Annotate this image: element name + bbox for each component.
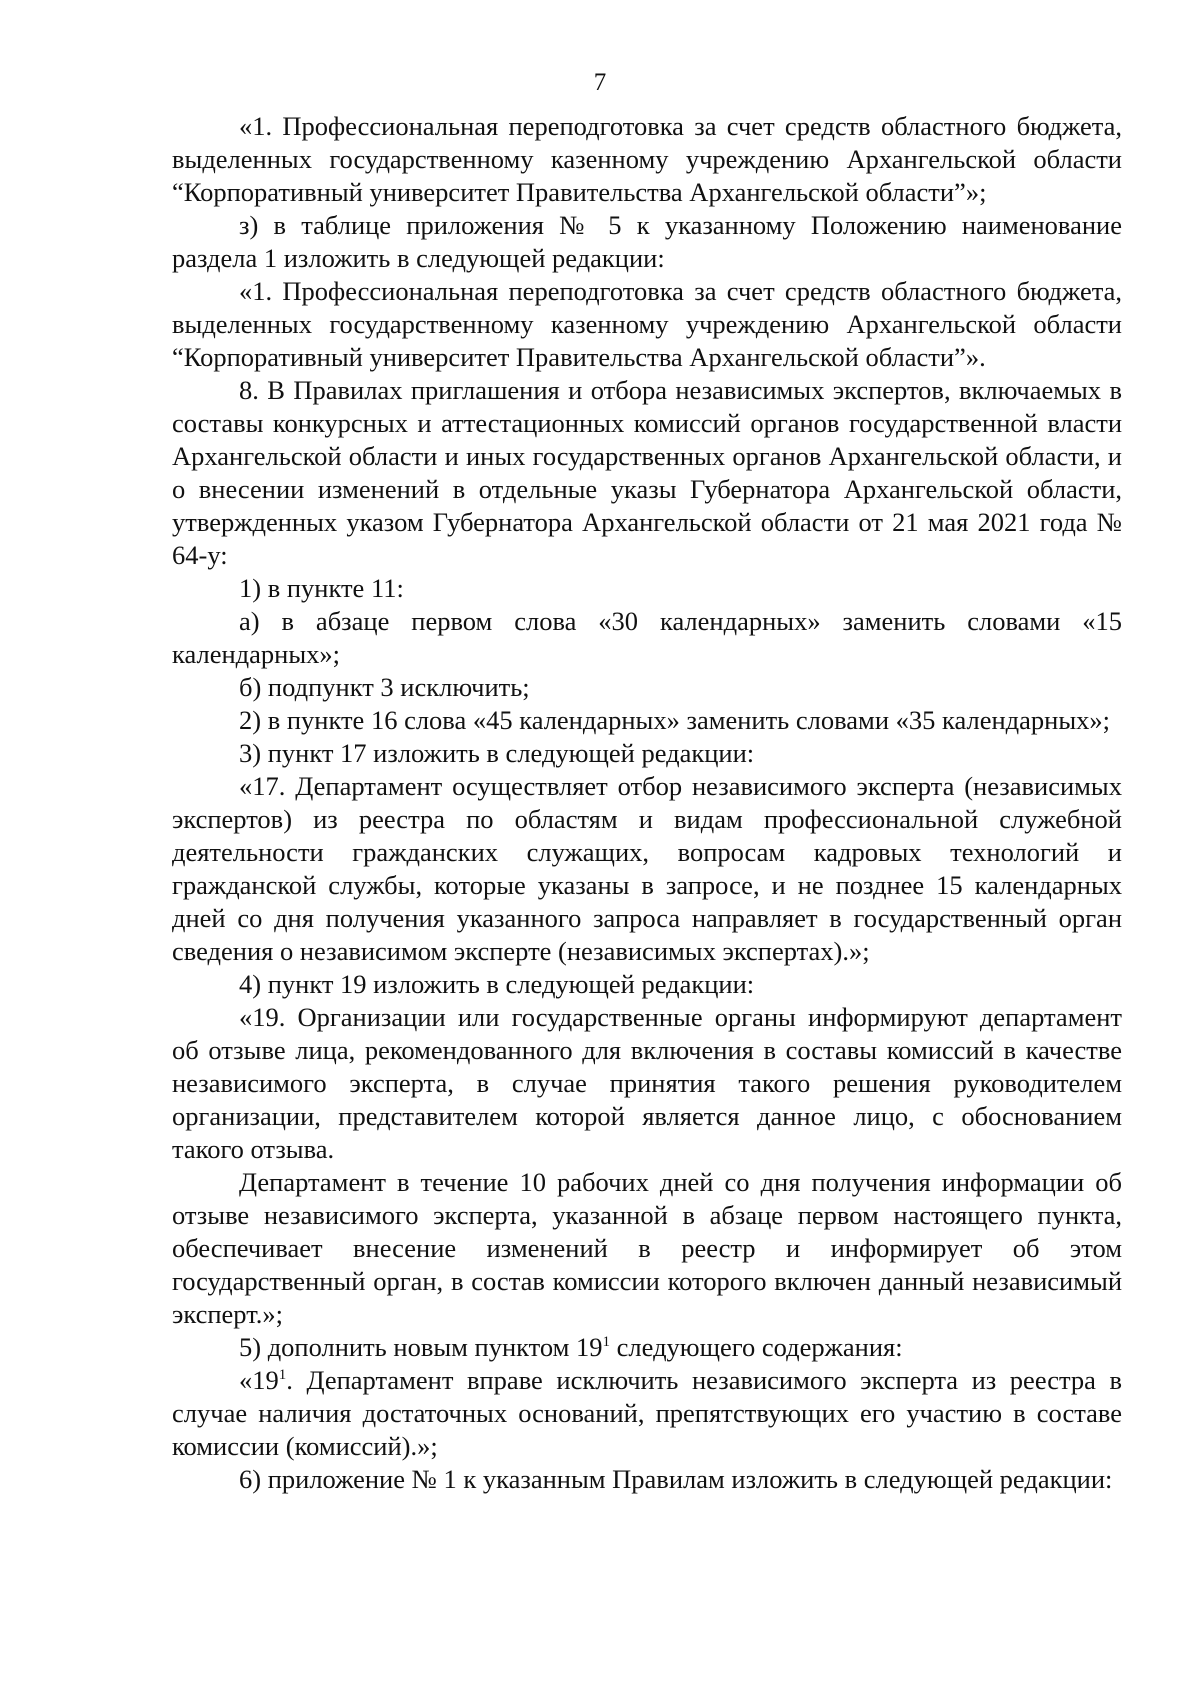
paragraph-point-17: «17. Департамент осуществляет отбор независимого эксперта (независимых экспертов) из реестра по областям и видам профессиональной служебной деятельности гражданских служащих, вопросам кадровых технологий и гражданской службы, которые указаны в запросе, и не позднее 15 календарных дней со дня получения указанного запроса направляет в государственный орган сведения о независимом эксперте (независимых экспертах).»; xyxy=(172,771,1122,966)
subitem-5-text-end: следующего содержания: xyxy=(610,1332,903,1362)
subitem-5-text: 5) дополнить новым пунктом 19 xyxy=(239,1332,603,1362)
paragraph-subitem-1a: а) в абзаце первом слова «30 календарных» заменить словами «15 календарных»; xyxy=(172,606,1122,669)
paragraph-subitem-4: 4) пункт 19 изложить в следующей редакции: xyxy=(239,969,755,999)
superscript-1: 1 xyxy=(602,1334,611,1350)
paragraph-quote-section-1-a: «1. Профессиональная переподготовка за счет средств областного бюджета, выделенных государственному казенному учреждению Архангельской области “Корпоративный университет Правительства Архангельской области”»; xyxy=(172,111,1122,207)
paragraph-subitem-6: 6) приложение № 1 к указанным Правилам изложить в следующей редакции: xyxy=(239,1464,1113,1494)
paragraph-point-19: «19. Организации или государственные органы информируют департамент об отзыве лица, рекомендованного для включения в составы комиссий в качестве независимого эксперта, в случае принятия такого решения руководителем организации, представителем которой является данное лицо, с обоснованием такого отзыва. xyxy=(172,1002,1122,1164)
paragraph-subitem-1: 1) в пункте 11: xyxy=(239,573,404,603)
point-19-1-number: «19 xyxy=(239,1365,279,1395)
paragraph-subitem-2: 2) в пункте 16 слова «45 календарных» заменить словами «35 календарных»; xyxy=(239,705,1110,735)
paragraph-item-z: з) в таблице приложения № 5 к указанному Положению наименование раздела 1 изложить в следующей редакции: xyxy=(172,210,1122,273)
document-body xyxy=(172,110,1122,1496)
paragraph-department-notice: Департамент в течение 10 рабочих дней со дня получения информации об отзыве независимого эксперта, указанной в абзаце первом настоящего пункта, обеспечивает внесение изменений в реестр и информирует об этом государственный орган, в состав комиссии которого включен данный независимый эксперт.»; xyxy=(172,1167,1122,1329)
point-19-1-text: . Департамент вправе исключить независимого эксперта из реестра в случае наличия достаточных оснований, препятствующих его участию в составе комиссии (комиссий).»; xyxy=(172,1365,1122,1461)
paragraph-point-19-1 xyxy=(172,1364,1122,1463)
page-number: 7 xyxy=(593,69,607,96)
paragraph-quote-section-1-b: «1. Профессиональная переподготовка за счет средств областного бюджета, выделенных государственному казенному учреждению Архангельской области “Корпоративный университет Правительства Архангельской области”». xyxy=(172,276,1122,372)
paragraph-subitem-5 xyxy=(172,1331,1122,1364)
paragraph-subitem-1b: б) подпункт 3 исключить; xyxy=(239,672,530,702)
paragraph-subitem-3: 3) пункт 17 изложить в следующей редакции: xyxy=(239,738,755,768)
paragraph-item-8: 8. В Правилах приглашения и отбора независимых экспертов, включаемых в составы конкурсных и аттестационных комиссий органов государственной власти Архангельской области и иных государственных органов Архангельской области, и о внесении изменений в отдельные указы Губернатора Архангельской области, утвержденных указом Губернатора Архангельской области от 21 мая 2021 года № 64-у: xyxy=(172,375,1122,570)
superscript-1: 1 xyxy=(278,1367,287,1383)
